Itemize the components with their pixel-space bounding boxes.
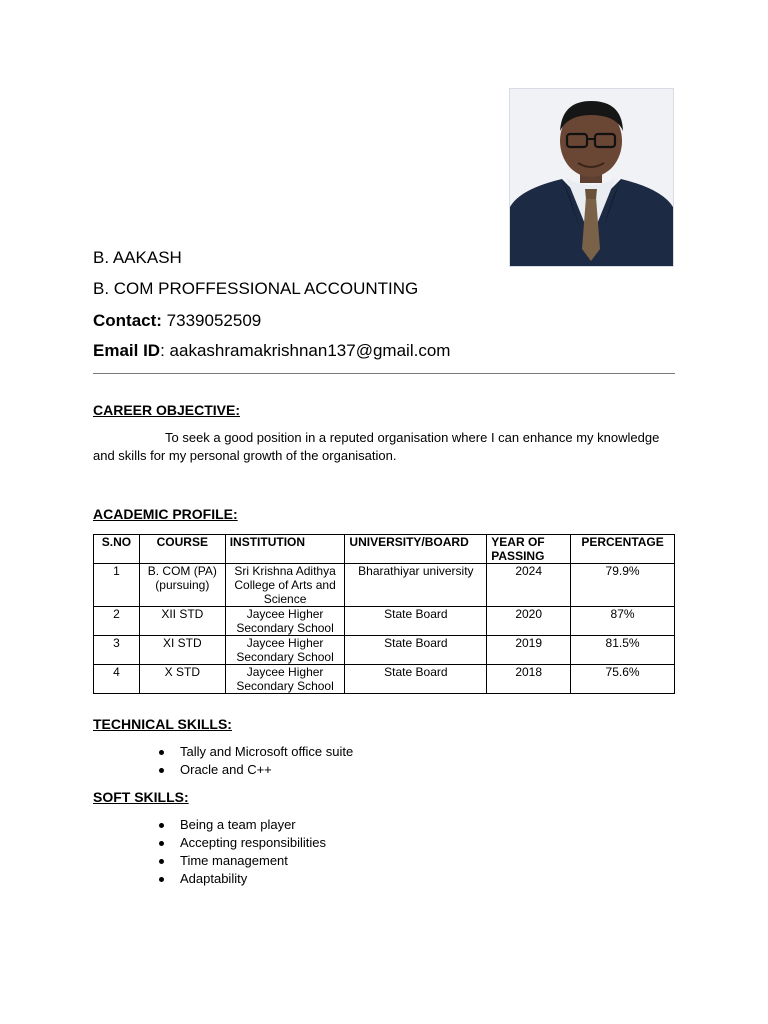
table-cell: 3: [94, 636, 140, 665]
table-cell: 1: [94, 564, 140, 607]
table-row: [94, 636, 675, 665]
table-row: [94, 607, 675, 636]
list-item: Time management: [158, 852, 326, 870]
table-cell: B. COM (PA) (pursuing): [139, 564, 225, 607]
table-cell: State Board: [345, 665, 487, 694]
table-cell: Bharathiyar university: [345, 564, 487, 607]
candidate-degree: B. COM PROFFESSIONAL ACCOUNTING: [93, 279, 419, 298]
career-objective-text: To seek a good position in a reputed organisation where I can enhance my knowledge and skills for my personal growth of the organisation.: [93, 430, 660, 463]
candidate-name: B. AAKASH: [93, 248, 182, 267]
column-header: INSTITUTION: [225, 535, 345, 564]
column-header: UNIVERSITY/BOARD: [345, 535, 487, 564]
table-cell: 4: [94, 665, 140, 694]
table-cell: 79.9%: [571, 564, 675, 607]
email-label: Email ID: [93, 341, 161, 360]
table-cell: Jaycee Higher Secondary School: [225, 636, 345, 665]
table-cell: 81.5%: [571, 636, 675, 665]
table-cell: Jaycee Higher Secondary School: [225, 607, 345, 636]
table-row: [94, 665, 675, 694]
portrait-image: [510, 89, 673, 266]
table-cell: Sri Krishna Adithya College of Arts and Science: [225, 564, 345, 607]
column-header: S.NO: [94, 535, 140, 564]
email-line: [93, 341, 450, 361]
contact-label: Contact:: [93, 311, 162, 330]
career-objective-title: CAREER OBJECTIVE:: [93, 402, 241, 418]
soft-skills-list: [158, 816, 326, 888]
contact-line: [93, 311, 261, 331]
column-header: PERCENTAGE: [571, 535, 675, 564]
column-header: COURSE: [139, 535, 225, 564]
list-item: Adaptability: [158, 870, 326, 888]
table-cell: 2018: [487, 665, 571, 694]
column-header: YEAR OF PASSING: [487, 535, 571, 564]
table-cell: 87%: [571, 607, 675, 636]
header-divider: [93, 373, 675, 374]
academic-profile-title: ACADEMIC PROFILE:: [93, 506, 238, 522]
list-item: Tally and Microsoft office suite: [158, 743, 353, 761]
list-item: Oracle and C++: [158, 761, 353, 779]
academic-table: [93, 534, 675, 694]
table-cell: 2024: [487, 564, 571, 607]
table-cell: State Board: [345, 636, 487, 665]
table-header-row: [94, 535, 675, 564]
profile-photo: [509, 88, 674, 267]
list-item: Being a team player: [158, 816, 326, 834]
table-cell: 2020: [487, 607, 571, 636]
soft-skills-title: SOFT SKILLS:: [93, 789, 189, 805]
technical-skills-list: [158, 743, 353, 779]
technical-skills-title: TECHNICAL SKILLS:: [93, 716, 232, 732]
table-cell: State Board: [345, 607, 487, 636]
table-cell: Jaycee Higher Secondary School: [225, 665, 345, 694]
table-cell: 75.6%: [571, 665, 675, 694]
table-cell: X STD: [139, 665, 225, 694]
list-item: Accepting responsibilities: [158, 834, 326, 852]
table-cell: 2019: [487, 636, 571, 665]
table-row: [94, 564, 675, 607]
table-cell: XII STD: [139, 607, 225, 636]
email-value: : aakashramakrishnan137@gmail.com: [160, 341, 451, 360]
contact-value: 7339052509: [161, 311, 262, 330]
table-cell: XI STD: [139, 636, 225, 665]
table-cell: 2: [94, 607, 140, 636]
